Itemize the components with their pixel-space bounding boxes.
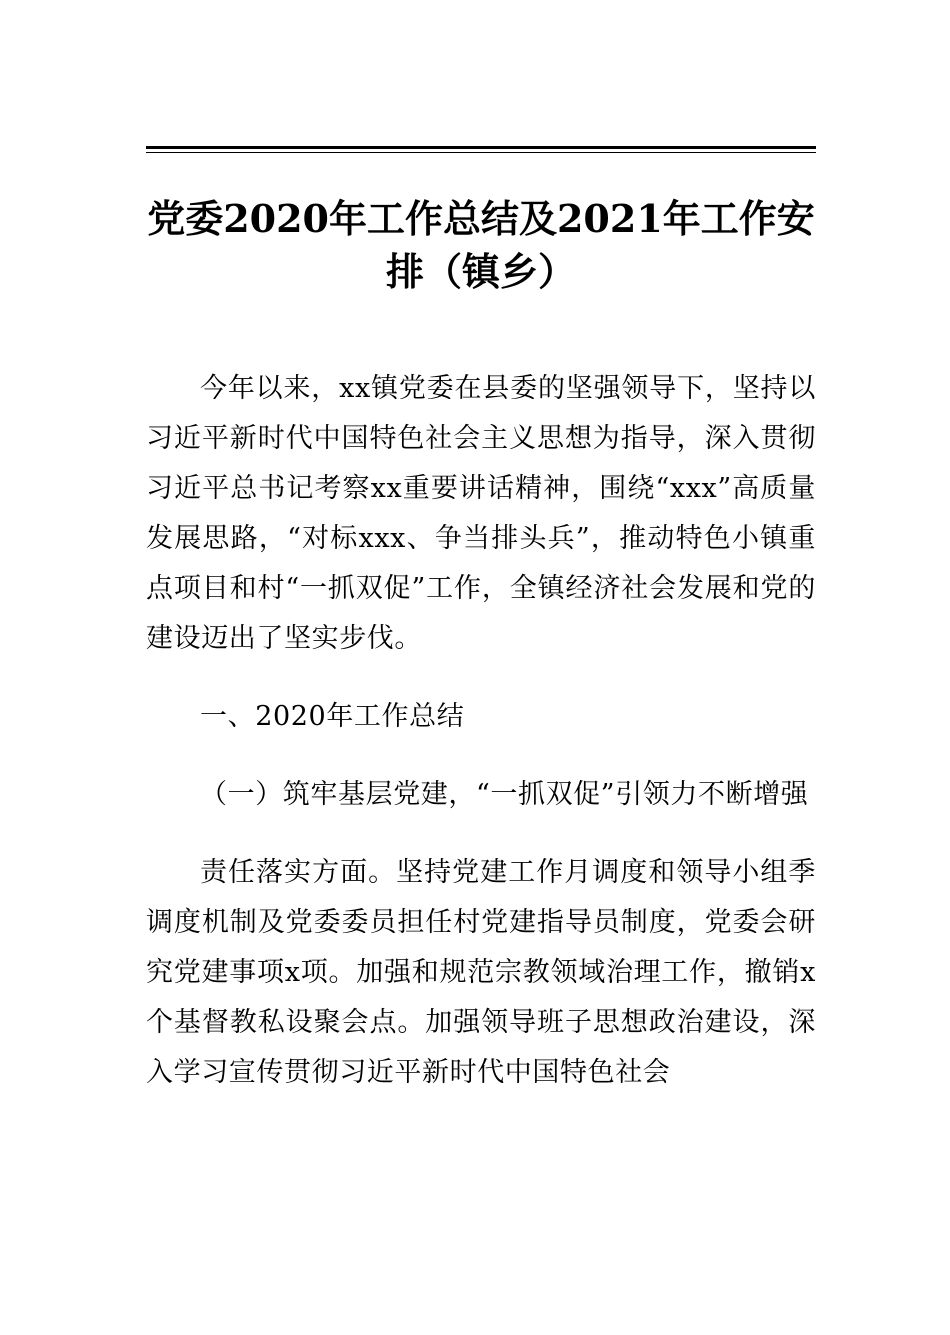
body-paragraph: 责任落实方面。坚持党建工作月调度和领导小组季调度机制及党委委员担任村党建指导员制度，党委会研究党建事项x项。加强和规范宗教领域治理工作，撤销x个基督教私设聚会点。加强领导班子思想政治建设，深入学习宣传贯彻习近平新时代中国特色社会: [146, 857, 816, 1088]
document-title: 党委2020年工作总结及2021年工作安排（镇乡）: [147, 196, 815, 294]
header-rule-thick: [146, 146, 816, 149]
section-heading: 一、2020年工作总结: [200, 701, 465, 732]
intro-paragraph: 今年以来，xx镇党委在县委的坚强领导下，坚持以习近平新时代中国特色社会主义思想为指导，深入贯彻习近平总书记考察xx重要讲话精神，围绕“xxx”高质量发展思路，“对标xxx、争当排头兵”，推动特色小镇重点项目和村“一抓双促”工作，全镇经济社会发展和党的建设迈出了坚实步伐。: [146, 373, 816, 654]
subsection-heading: （一）筑牢基层党建，“一抓双促”引领力不断增强: [200, 779, 809, 810]
header-rule-thin: [146, 152, 816, 153]
document-body: [146, 364, 816, 1126]
